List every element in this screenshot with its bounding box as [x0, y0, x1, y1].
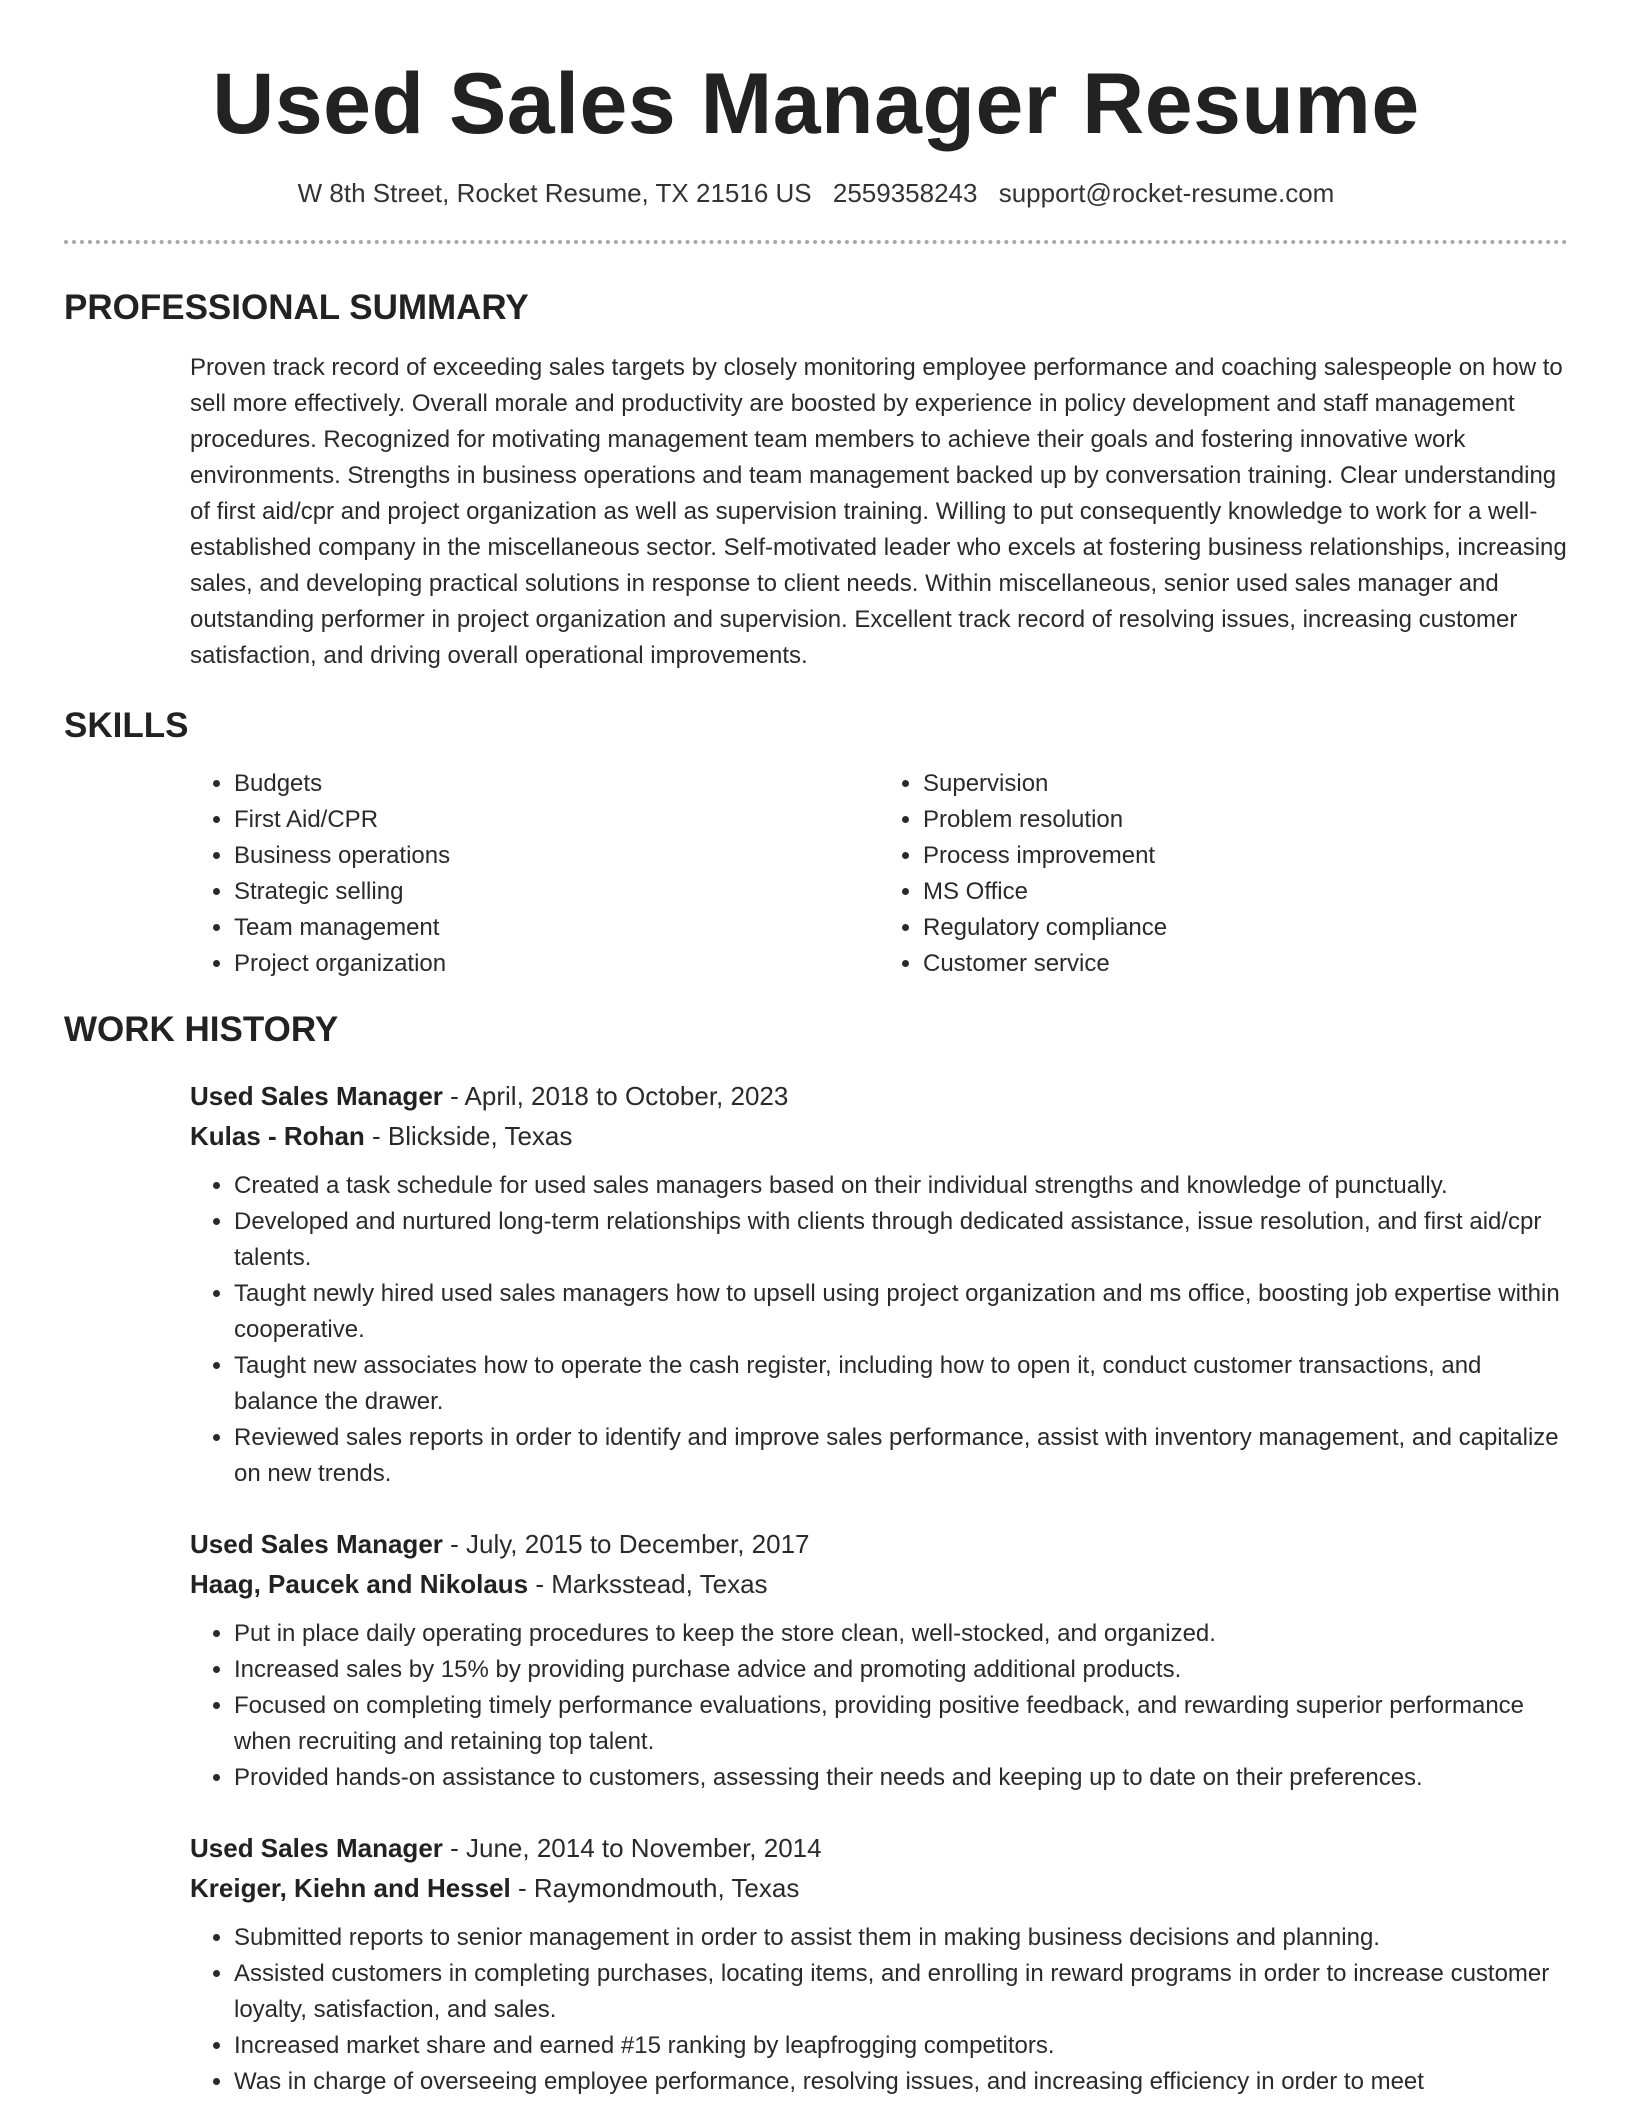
- job-dates: - July, 2015 to December, 2017: [442, 1529, 810, 1559]
- job-title-line: [190, 1828, 1568, 1868]
- skill-item: • Budgets: [234, 766, 879, 802]
- contact-phone: 2559358243: [832, 178, 978, 208]
- summary-heading: PROFESSIONAL SUMMARY: [64, 288, 529, 327]
- job-entry: [190, 1076, 1568, 1492]
- job-location: - Raymondmouth, Texas: [510, 1873, 800, 1903]
- job-entry: [190, 1524, 1568, 1796]
- summary-text: Proven track record of exceeding sales targets by closely monitoring employee performance and coaching salespeople on how to sell more effectively. Overall morale and productivity are boosted by experience in policy development and staff management procedures. Recognized for motivating management team members to achieve their goals and fostering innovative work environments. Strengths in business operations and team management backed up by conversation training. Clear understanding of first aid/cpr and project organization as well as supervision training. Willing to put consequently knowledge to work for a well-established company in the miscellaneous sector. Self-motivated leader who excels at fostering business relationships, increasing sales, and developing practical solutions in response to client needs. Within miscellaneous, senior used sales manager and outstanding performer in project organization and supervision. Excellent track record of resolving issues, increasing customer satisfaction, and driving overall operational improvements.: [190, 354, 1567, 669]
- header-divider: [64, 240, 1568, 244]
- skill-item: • Supervision: [923, 766, 1568, 802]
- skills-heading: SKILLS: [64, 706, 189, 745]
- job-company: Kreiger, Kiehn and Hessel: [190, 1873, 511, 1903]
- job-company-line: [190, 1116, 1568, 1156]
- job-title-line: [190, 1524, 1568, 1564]
- job-title: Used Sales Manager: [190, 1081, 443, 1111]
- job-bullet: • Created a task schedule for used sales managers based on their individual strengths and knowledge of punctually.: [234, 1168, 1568, 1204]
- job-bullet: • Put in place daily operating procedures to keep the store clean, well-stocked, and organized.: [234, 1616, 1568, 1652]
- contact-address: W 8th Street, Rocket Resume, TX 21516 US: [297, 178, 812, 208]
- job-bullet: • Increased sales by 15% by providing purchase advice and promoting additional products.: [234, 1652, 1568, 1688]
- job-company: Kulas - Rohan: [190, 1121, 365, 1151]
- job-company-line: [190, 1868, 1568, 1908]
- skills-list-left: [190, 766, 879, 982]
- job-bullet: • Assisted customers in completing purchases, locating items, and enrolling in reward programs in order to increase customer loyalty, satisfaction, and sales.: [234, 1956, 1568, 2028]
- skill-item: • Team management: [234, 910, 879, 946]
- skill-item: • Business operations: [234, 838, 879, 874]
- skill-item: • Regulatory compliance: [923, 910, 1568, 946]
- skill-item: • Process improvement: [923, 838, 1568, 874]
- skill-item: • Project organization: [234, 946, 879, 982]
- job-bullet: • Increased market share and earned #15 ranking by leapfrogging competitors.: [234, 2028, 1568, 2064]
- job-title-line: [190, 1076, 1568, 1116]
- job-company-line: [190, 1564, 1568, 1604]
- job-bullet: • Provided hands-on assistance to customers, assessing their needs and keeping up to date on their preferences.: [234, 1760, 1568, 1796]
- job-bullet: • Was in charge of overseeing employee performance, resolving issues, and increasing efficiency in order to meet: [234, 2064, 1568, 2100]
- skills-columns: [190, 766, 1568, 982]
- job-bullet-list: [190, 1616, 1568, 1796]
- skill-item: • Problem resolution: [923, 802, 1568, 838]
- skill-item: • First Aid/CPR: [234, 802, 879, 838]
- job-bullet: • Reviewed sales reports in order to identify and improve sales performance, assist with inventory management, and capitalize on new trends.: [234, 1420, 1568, 1492]
- skill-item: • MS Office: [923, 874, 1568, 910]
- job-entry: [190, 1828, 1568, 2100]
- job-bullet-list: [190, 1168, 1568, 1492]
- skill-item: • Strategic selling: [234, 874, 879, 910]
- job-dates: - June, 2014 to November, 2014: [442, 1833, 822, 1863]
- job-location: - Blickside, Texas: [364, 1121, 573, 1151]
- job-bullet: • Submitted reports to senior management in order to assist them in making business decisions and planning.: [234, 1920, 1568, 1956]
- job-title: Used Sales Manager: [190, 1529, 443, 1559]
- resume-title: Used Sales Manager Resume: [212, 56, 1420, 152]
- job-dates: - April, 2018 to October, 2023: [442, 1081, 789, 1111]
- job-bullet: • Taught new associates how to operate the cash register, including how to open it, conduct customer transactions, and balance the drawer.: [234, 1348, 1568, 1420]
- work-history-section: [64, 1076, 1568, 2100]
- job-location: - Marksstead, Texas: [528, 1569, 768, 1599]
- skills-section: [64, 766, 1568, 982]
- contact-line: [64, 176, 1568, 210]
- skill-item: • Customer service: [923, 946, 1568, 982]
- skills-list-right: [879, 766, 1568, 982]
- job-bullet: • Developed and nurtured long-term relationships with clients through dedicated assistance, issue resolution, and first aid/cpr talents.: [234, 1204, 1568, 1276]
- job-bullet-list: [190, 1920, 1568, 2100]
- job-bullet: • Taught newly hired used sales managers how to upsell using project organization and ms office, boosting job expertise within cooperative.: [234, 1276, 1568, 1348]
- job-company: Haag, Paucek and Nikolaus: [190, 1569, 529, 1599]
- summary-section: [64, 350, 1568, 674]
- job-bullet: • Focused on completing timely performance evaluations, providing positive feedback, and rewarding superior performance when recruiting and retaining top talent.: [234, 1688, 1568, 1760]
- job-title: Used Sales Manager: [190, 1833, 443, 1863]
- contact-email: support@rocket-resume.com: [998, 178, 1335, 208]
- work-history-heading: WORK HISTORY: [64, 1010, 339, 1049]
